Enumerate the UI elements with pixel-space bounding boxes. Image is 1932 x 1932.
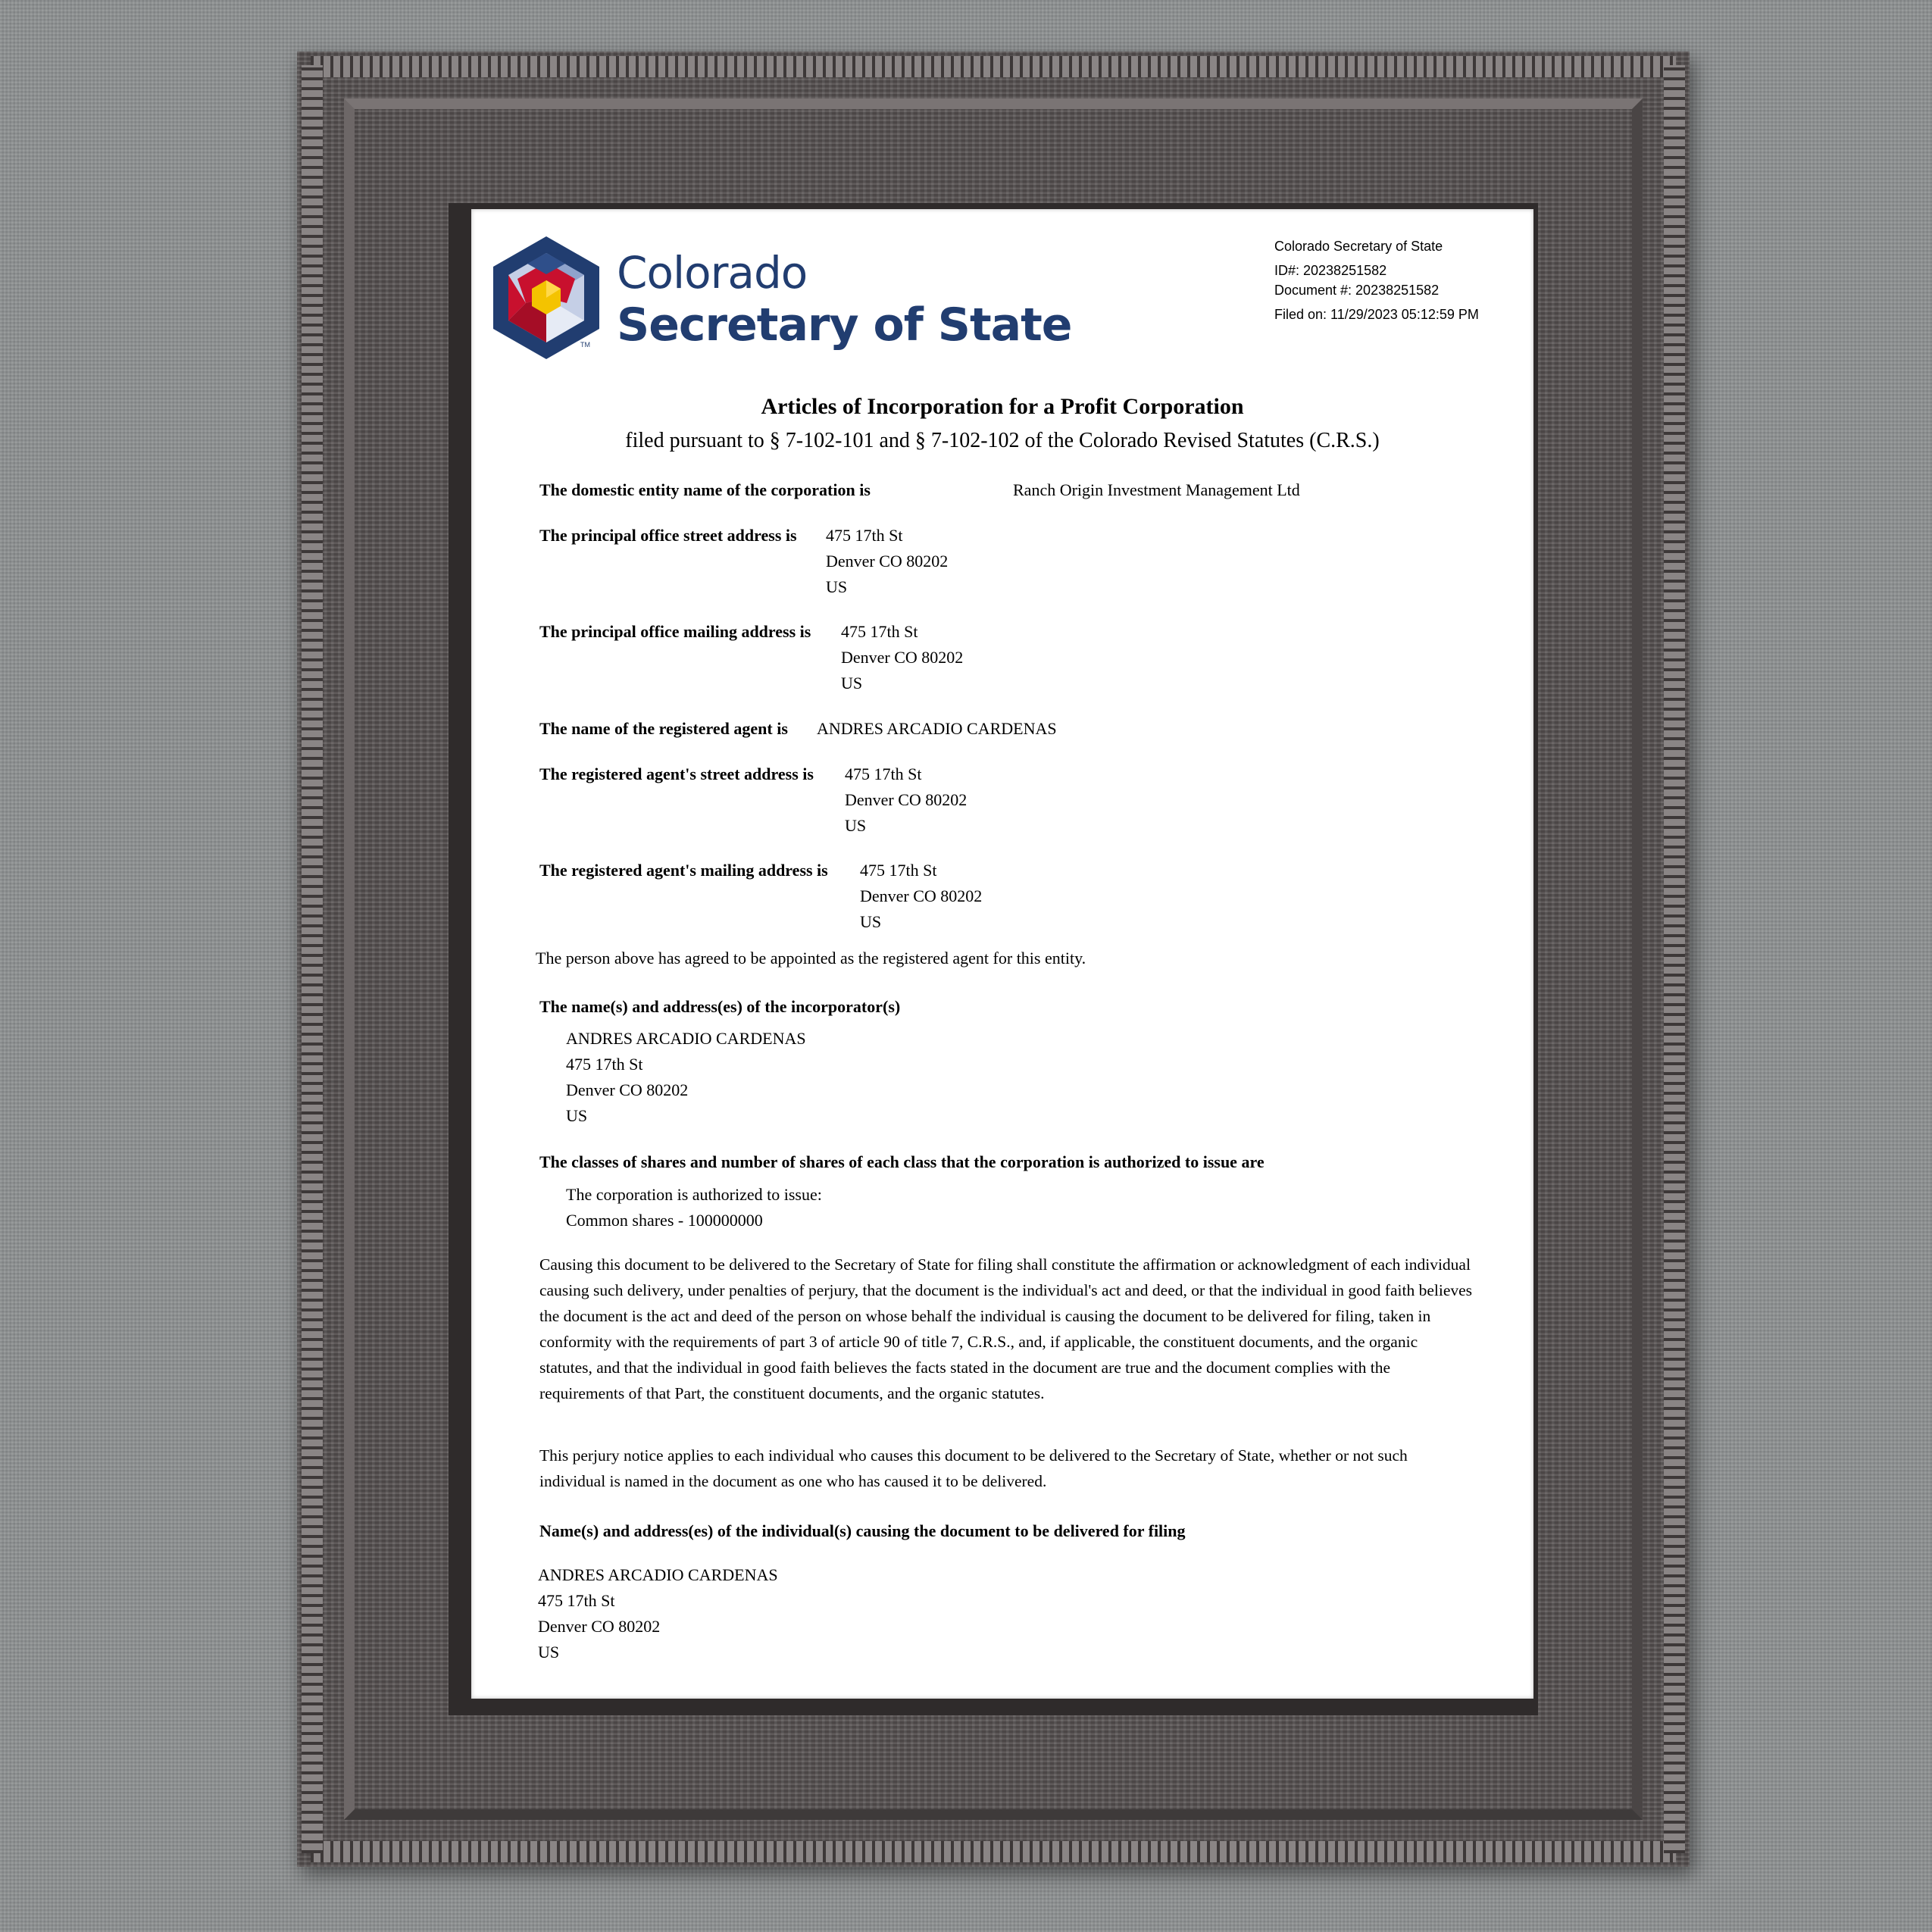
filer-line3: Denver CO 80202 (538, 1617, 661, 1636)
principal-mailing-line1: 475 17th St (841, 622, 918, 641)
incorporator-line2: 475 17th St (566, 1055, 643, 1074)
certificate-document (471, 209, 1533, 1699)
filing-document-number: Document #: 20238251582 (1274, 283, 1440, 298)
agent-street-line2: Denver CO 80202 (845, 790, 968, 809)
entity-name-value: Ranch Origin Investment Management Ltd (1013, 480, 1300, 499)
affirmation-paragraph: Causing this document to be delivered to the Secretary of State for filing shall constitute the affirmation or acknowledgment of each individual causing such delivery, under penalties of perjury, that the document is the individual's act and deed, or that the individual in good faith believes the document is the act and deed of the person on whose behalf the individual is causing the document to be delivered for filing, taken in conformity with the requirements of part 3 of article 90 of title 7, C.R.S., and, if applicable, the constituent documents, and the organic statutes, and that the individual in good faith believes the facts stated in the document are true and the document complies with the requirements of that Part, the constituent documents, and the organic statutes. (539, 1255, 1473, 1402)
incorporator-line4: US (566, 1106, 588, 1125)
filer-heading: Name(s) and address(es) of the individual(s) causing the document to be delivered for filing (539, 1521, 1186, 1540)
filing-info (1274, 236, 1517, 324)
logo-secretary-text: Secretary of State (617, 299, 1072, 352)
colorado-sos-logo (491, 235, 1072, 364)
filer-line1: ANDRES ARCADIO CARDENAS (538, 1565, 778, 1584)
frame-bead-top (311, 56, 1676, 77)
shares-line2: Common shares - 100000000 (566, 1211, 763, 1230)
principal-street-line2: Denver CO 80202 (826, 552, 949, 571)
agent-agreement-note: The person above has agreed to be appointed as the registered agent for this entity. (536, 949, 1086, 968)
filing-id: ID#: 20238251582 (1274, 263, 1387, 278)
frame-bead-left (302, 65, 323, 1853)
principal-mailing-line2: Denver CO 80202 (841, 648, 964, 667)
incorporator-line3: Denver CO 80202 (566, 1080, 689, 1099)
filer-line2: 475 17th St (538, 1591, 615, 1610)
agent-mailing-line1: 475 17th St (860, 861, 937, 880)
agent-name-label: The name of the registered agent is (539, 719, 788, 738)
principal-street-line3: US (826, 577, 848, 596)
filing-office: Colorado Secretary of State (1274, 239, 1443, 254)
agent-street-line1: 475 17th St (845, 764, 922, 783)
perjury-notice-paragraph: This perjury notice applies to each individual who causes this document to be delivered to the Secretary of State, whether or not such individual is named in the document as one who has caused it to be delivered. (539, 1446, 1408, 1490)
agent-mailing-line3: US (860, 912, 882, 931)
principal-mailing-line3: US (841, 674, 863, 692)
logo-colorado-text: Colorado (617, 247, 808, 299)
filer-line4: US (538, 1643, 560, 1662)
document-subtitle: filed pursuant to § 7-102-101 and § 7-102-102 of the Colorado Revised Statutes (C.R.S.) (625, 429, 1380, 452)
filing-date: Filed on: 11/29/2023 05:12:59 PM (1274, 307, 1479, 322)
principal-street-label: The principal office street address is (539, 526, 797, 545)
agent-mailing-line2: Denver CO 80202 (860, 886, 983, 905)
principal-street-line1: 475 17th St (826, 526, 903, 545)
agent-street-line3: US (845, 816, 867, 835)
agent-mailing-label: The registered agent's mailing address is (539, 861, 828, 880)
incorporators-heading: The name(s) and address(es) of the incorporator(s) (539, 997, 901, 1016)
principal-mailing-label: The principal office mailing address is (539, 622, 811, 641)
document-title: Articles of Incorporation for a Profit Corporation (761, 394, 1244, 419)
entity-name-label: The domestic entity name of the corporation is (539, 480, 871, 499)
agent-name-value: ANDRES ARCADIO CARDENAS (817, 719, 1057, 738)
shares-line1: The corporation is authorized to issue: (566, 1185, 822, 1204)
shares-heading: The classes of shares and number of shares of each class that the corporation is authorized to issue are (539, 1152, 1265, 1171)
frame-bead-right (1664, 65, 1685, 1853)
incorporator-line1: ANDRES ARCADIO CARDENAS (566, 1029, 806, 1048)
logo-trademark: TM (580, 341, 590, 349)
agent-street-label: The registered agent's street address is (539, 764, 814, 783)
frame-bead-bottom (311, 1841, 1676, 1862)
